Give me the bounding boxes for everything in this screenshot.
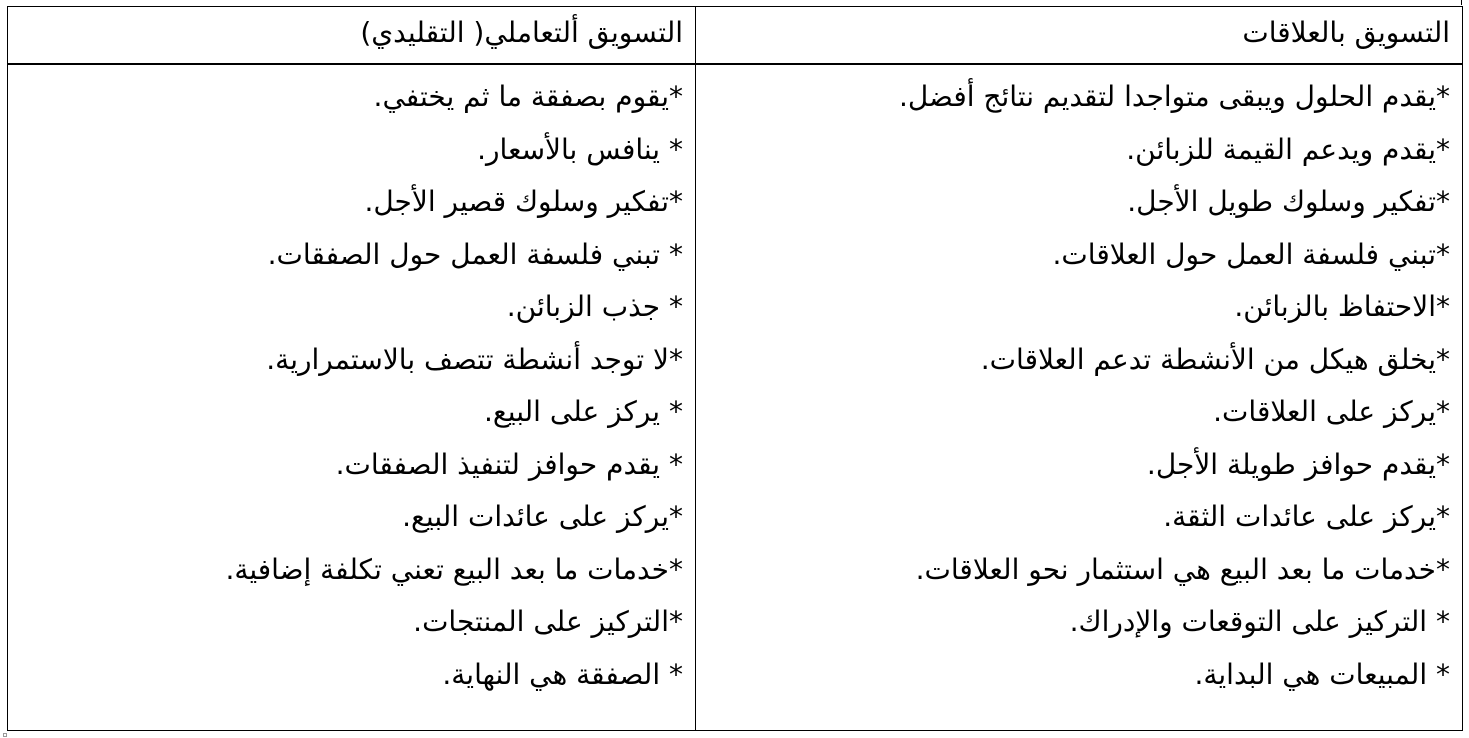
header-transactional-marketing: التسويق ألتعاملي( التقليدي) bbox=[360, 16, 683, 49]
transactional-list-item: *لا توجد أنشطة تتصف بالاستمرارية. bbox=[266, 342, 683, 376]
relationship-list-item: *خدمات ما بعد البيع هي استثمار نحو العلاقات. bbox=[915, 552, 1450, 586]
transactional-marketing-cell bbox=[8, 65, 695, 730]
transactional-list-item: * جذب الزبائن. bbox=[506, 290, 683, 323]
relationship-items-list bbox=[696, 71, 1450, 701]
relationship-list-item: *يخلق هيكل من الأنشطة تدعم العلاقات. bbox=[980, 342, 1450, 376]
transactional-list-item: * تبني فلسفة العمل حول الصفقات. bbox=[267, 237, 683, 271]
transactional-list-item: *خدمات ما بعد البيع تعني تكلفة إضافية. bbox=[225, 552, 683, 586]
transactional-list-item: *يركز على عائدات البيع. bbox=[402, 500, 683, 533]
transactional-items-list bbox=[8, 71, 683, 701]
transactional-list-item: *التركيز على المنتجات. bbox=[413, 605, 683, 638]
transactional-list-item: *يقوم بصفقة ما ثم يختفي. bbox=[373, 80, 683, 113]
page-corner-mark bbox=[1461, 0, 1462, 5]
transactional-list-item: * يقدم حوافز لتنفيذ الصفقات. bbox=[335, 447, 683, 481]
transactional-list-item: * يركز على البيع. bbox=[483, 395, 683, 428]
table-header-row bbox=[8, 7, 1462, 65]
relationship-list-item: *يقدم الحلول ويبقى متواجدا لتقديم نتائج أفضل. bbox=[898, 80, 1450, 113]
relationship-list-item: * المبيعات هي البداية. bbox=[1194, 657, 1450, 691]
transactional-list-item: * ينافس بالأسعار. bbox=[477, 132, 683, 166]
comparison-table bbox=[7, 6, 1463, 731]
transactional-list-item: * الصفقة هي النهاية. bbox=[442, 657, 683, 691]
relationship-marketing-cell bbox=[696, 65, 1462, 730]
relationship-list-item: *يقدم ويدعم القيمة للزبائن. bbox=[1126, 132, 1450, 166]
relationship-list-item: *تبني فلسفة العمل حول العلاقات. bbox=[1052, 237, 1450, 271]
relationship-list-item: *يقدم حوافز طويلة الأجل. bbox=[1146, 447, 1450, 481]
header-relationship-marketing: التسويق بالعلاقات bbox=[1242, 16, 1450, 49]
relationship-list-item: *يركز على عائدات الثقة. bbox=[1163, 500, 1450, 533]
page-end-mark bbox=[3, 733, 7, 737]
transactional-list-item: *تفكير وسلوك قصير الأجل. bbox=[364, 185, 683, 218]
relationship-list-item: *تفكير وسلوك طويل الأجل. bbox=[1127, 185, 1450, 218]
relationship-list-item: * التركيز على التوقعات والإدراك. bbox=[1069, 605, 1450, 638]
relationship-list-item: *يركز على العلاقات. bbox=[1213, 395, 1450, 428]
relationship-list-item: *الاحتفاظ بالزبائن. bbox=[1234, 290, 1450, 323]
